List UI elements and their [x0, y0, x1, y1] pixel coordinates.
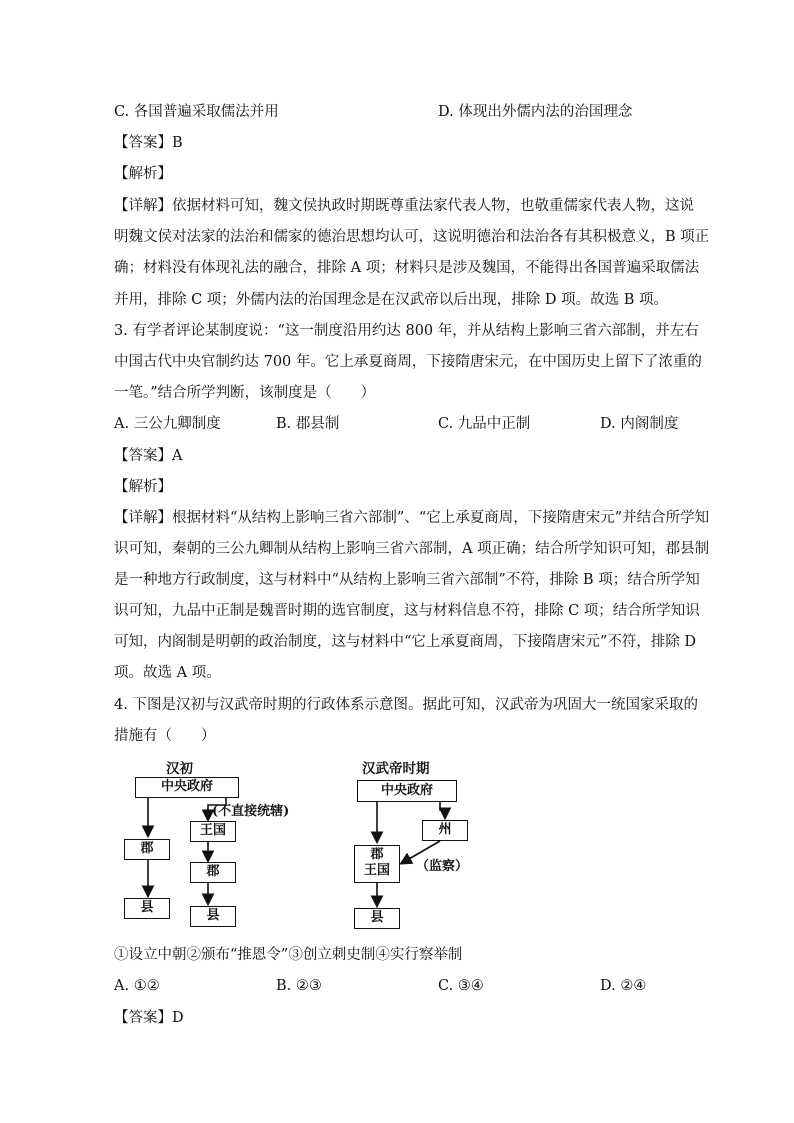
q4-option-b: B. ②③ — [276, 978, 322, 994]
box-central-government: 中央政府 — [357, 780, 457, 802]
q2-detail-line: 并用，排除 C 项；外儒内法的治国理念是在汉武帝以后出现，排除 D 项。故选 B 项。 — [114, 292, 669, 308]
box-county: 县 — [354, 908, 400, 929]
q4-stem-line: 措施有（ ） — [114, 728, 216, 744]
q4-option-d: D. ②④ — [600, 978, 647, 994]
q3-option-b: B. 郡县制 — [276, 416, 340, 432]
q4-stem-line: 4. 下图是汉初与汉武帝时期的行政体系示意图。据此可知，汉武帝为巩固大一统国家采取的 — [114, 697, 698, 713]
q2-detail-line: 确；材料没有体现礼法的融合，排除 A 项；材料只是涉及魏国，不能得出各国普遍采取儒法 — [114, 260, 700, 276]
box-kingdom-label: 王国 — [363, 863, 390, 878]
q3-detail-line: 可知，内阁制是明朝的政治制度，这与材料中“它上承夏商周，下接隋唐宋元”不符，排除 D — [114, 634, 697, 650]
q4-answer: 【答案】D — [114, 1010, 184, 1026]
q4-items: ①设立中朝②颁布“推恩令”③创立刺史制④实行察举制 — [114, 947, 463, 963]
q3-stem-line: 3. 有学者评论某制度说：“这一制度沿用约达 800 年，并从结构上影响三省六部制，并左右 — [114, 323, 699, 339]
box-province: 州 — [422, 820, 468, 841]
q3-detail-line: 识可知，九品中正制是魏晋时期的选官制度，这与材料信息不符，排除 C 项；结合所学知识 — [114, 603, 700, 619]
diagram-early-han — [118, 755, 318, 930]
box-county: 县 — [124, 898, 170, 919]
q3-option-a: A. 三公九卿制度 — [114, 416, 221, 432]
q3-detail-line: 【详解】根据材料“从结构上影响三省六部制”、“它上承夏商周，下接隋唐宋元”并结合所学知 — [114, 510, 710, 526]
q3-answer: 【答案】A — [114, 448, 183, 464]
note-supervision: （监察） — [416, 859, 469, 874]
q2-option-d: D. 体现出外儒内法的治国理念 — [438, 104, 633, 120]
box-commandery-kingdom: 郡 — [190, 862, 236, 883]
diagram-emperor-wu-title: 汉武帝时期 — [362, 761, 430, 777]
q2-detail-line: 【详解】依据材料可知，魏文侯执政时期既尊重法家代表人物，也敬重儒家代表人物，这说 — [114, 198, 694, 214]
q3-detail-line: 是一种地方行政制度，这与材料中“从结构上影响三省六部制”不符，排除 B 项；结合所学知 — [114, 572, 700, 588]
q3-detail-line: 项。故选 A 项。 — [114, 665, 221, 681]
q3-detail-line: 识可知，秦朝的三公九卿制从结构上影响三省六部制，A 项正确；结合所学知识可知，郡县制 — [114, 541, 710, 557]
q3-option-d: D. 内阁制度 — [600, 416, 679, 432]
note-not-direct: (不直接统辖) — [212, 804, 290, 819]
box-kingdom: 王国 — [190, 821, 236, 842]
q4-option-c: C. ③④ — [438, 978, 484, 994]
diagram-emperor-wu — [340, 755, 510, 935]
q3-option-c: C. 九品中正制 — [438, 416, 531, 432]
q3-stem-line: 中国古代中央官制约达 700 年。它上承夏商周，下接隋唐宋元，在中国历史上留下了浓重的 — [114, 354, 702, 370]
q3-analysis-label: 【解析】 — [114, 479, 172, 495]
q4-option-a: A. ①② — [114, 978, 160, 994]
diagram-early-han-title: 汉初 — [166, 761, 193, 777]
q2-answer: 【答案】B — [114, 135, 183, 151]
box-county-kingdom: 县 — [190, 906, 236, 927]
box-commandery-label: 郡 — [370, 847, 384, 862]
box-commandery-kingdom — [354, 845, 400, 883]
q2-option-c: C. 各国普遍采取儒法并用 — [114, 104, 279, 120]
box-central-government: 中央政府 — [135, 777, 239, 798]
q3-stem-line: 一笔。”结合所学判断，该制度是（ ） — [114, 385, 376, 401]
q2-detail-line: 明魏文侯对法家的法治和儒家的德治思想均认可，这说明德治和法治各有其积极意义，B 项正 — [114, 229, 710, 245]
q2-analysis-label: 【解析】 — [114, 166, 172, 182]
box-commandery: 郡 — [124, 839, 170, 860]
